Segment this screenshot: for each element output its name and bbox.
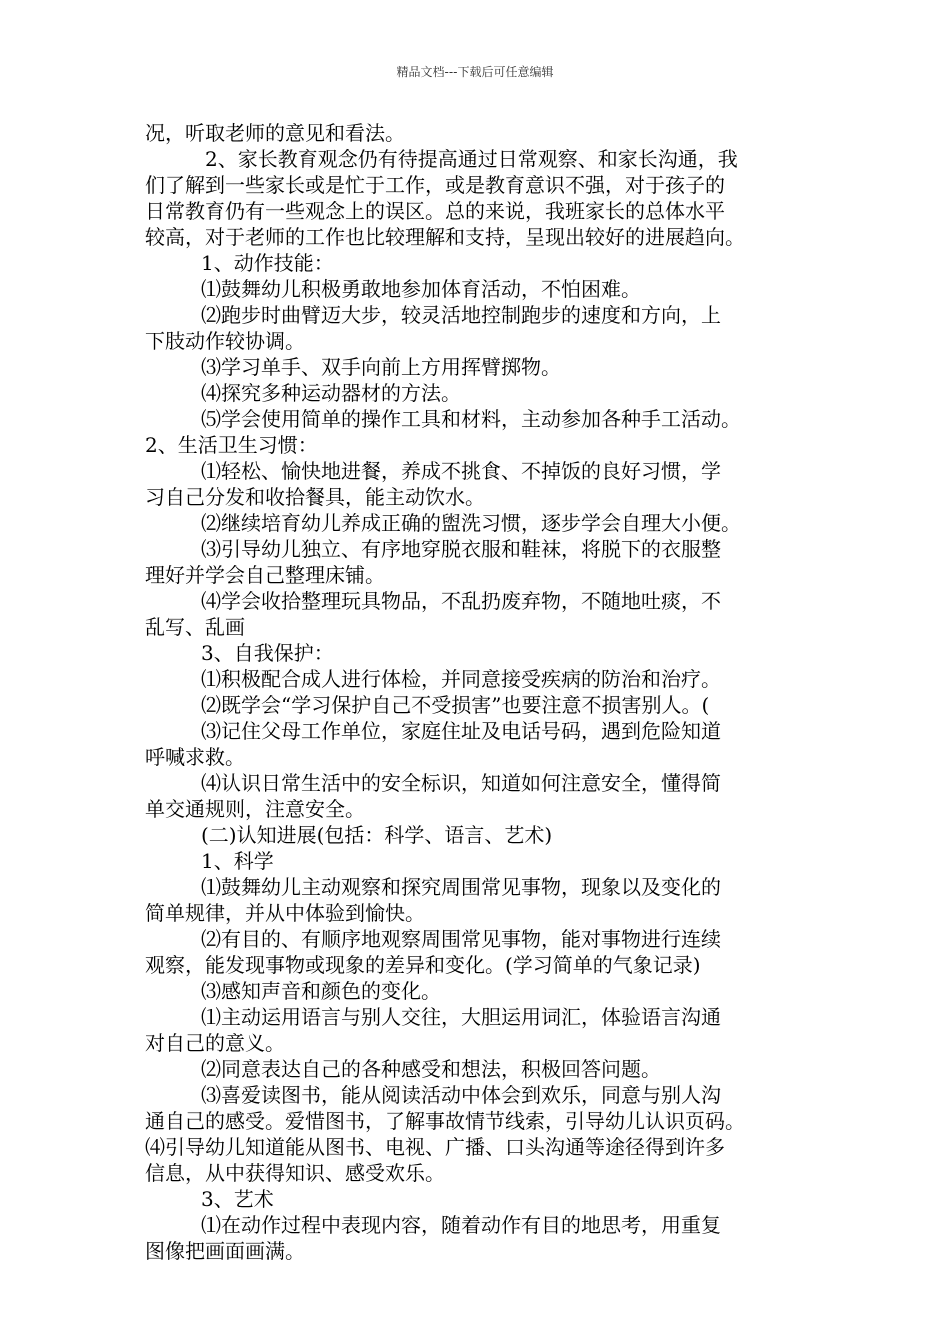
text-line: 1、动作技能：	[201, 251, 334, 275]
text-line: ⑵同意表达自己的各种感受和想法，积极回答问题。	[201, 1057, 661, 1081]
page-header: 精品文档---下载后可任意编辑	[396, 65, 554, 79]
text-line: ⑶引导幼儿独立、有序地穿脱衣服和鞋袜，将脱下的衣服整	[201, 537, 721, 561]
text-line: ⑵有目的、有顺序地观察周围常见事物，能对事物进行连续	[201, 927, 721, 951]
document-body	[145, 120, 825, 1264]
text-line: 下肢动作较协调。	[145, 329, 305, 353]
text-line: 3、自我保护：	[201, 641, 334, 665]
text-line: ⑶学习单手、双手向前上方用挥臂掷物。	[201, 355, 561, 379]
text-line: 图像把画面画满。	[145, 1239, 305, 1263]
text-line: ⑷学会收拾整理玩具物品，不乱扔废弃物，不随地吐痰，不	[201, 589, 721, 613]
text-line: ⑴积极配合成人进行体检，并同意接受疾病的防治和治疗。	[201, 667, 721, 691]
text-line: 日常教育仍有一些观念上的误区。总的来说，我班家长的总体水平	[145, 199, 725, 223]
text-line: 2、生活卫生习惯：	[145, 433, 318, 457]
text-line: ⑴鼓舞幼儿主动观察和探究周围常见事物，现象以及变化的	[201, 875, 721, 899]
text-line: ⑶喜爱读图书，能从阅读活动中体会到欢乐，同意与别人沟	[201, 1083, 721, 1107]
text-line: ⑵继续培育幼儿养成正确的盥洗习惯，逐步学会自理大小便。	[201, 511, 741, 535]
text-line: 习自己分发和收拾餐具，能主动饮水。	[145, 485, 485, 509]
text-line: 通自己的感受。爱惜图书，了解事故情节线索，引导幼儿认识页码。	[145, 1109, 745, 1133]
text-line: 2、家长教育观念仍有待提高通过日常观察、和家长沟通，我	[205, 147, 738, 171]
text-line: ⑷引导幼儿知道能从图书、电视、广播、口头沟通等途径得到许多	[145, 1135, 725, 1159]
text-line: ⑸学会使用简单的操作工具和材料，主动参加各种手工活动。	[201, 407, 741, 431]
text-line: 3、艺术	[201, 1187, 274, 1211]
text-line: 况，听取老师的意见和看法。	[145, 121, 405, 145]
text-line: 对自己的意义。	[145, 1031, 285, 1055]
text-line: 单交通规则，注意安全。	[145, 797, 365, 821]
text-line: ⑴轻松、愉快地进餐，养成不挑食、不掉饭的良好习惯，学	[201, 459, 721, 483]
text-line: 观察，能发现事物或现象的差异和变化。(学习简单的气象记录)	[145, 953, 701, 977]
text-line: ⑵既学会“学习保护自己不受损害”也要注意不损害别人。(	[201, 693, 710, 717]
text-line: 们了解到一些家长或是忙于工作，或是教育意识不强，对于孩子的	[145, 173, 725, 197]
text-line: 1、科学	[201, 849, 274, 873]
text-line: ⑴鼓舞幼儿积极勇敢地参加体育活动，不怕困难。	[201, 277, 641, 301]
text-line: 信息，从中获得知识、感受欢乐。	[145, 1161, 445, 1185]
text-line: (二)认知进展(包括：科学、语言、艺术)	[201, 823, 553, 847]
text-line: ⑴在动作过程中表现内容，随着动作有目的地思考，用重复	[201, 1213, 721, 1237]
text-line: 较高，对于老师的工作也比较理解和支持，呈现出较好的进展趋向。	[145, 225, 745, 249]
text-line: 理好并学会自己整理床铺。	[145, 563, 385, 587]
text-line: ⑷认识日常生活中的安全标识，知道如何注意安全，懂得简	[201, 771, 721, 795]
text-line: ⑵跑步时曲臂迈大步，较灵活地控制跑步的速度和方向，上	[201, 303, 721, 327]
text-line: ⑶感知声音和颜色的变化。	[201, 979, 441, 1003]
text-line: ⑷探究多种运动器材的方法。	[201, 381, 461, 405]
text-line: ⑶记住父母工作单位，家庭住址及电话号码，遇到危险知道	[201, 719, 721, 743]
text-line: 呼喊求救。	[145, 745, 245, 769]
text-line: 乱写、乱画	[145, 615, 245, 639]
text-line: ⑴主动运用语言与别人交往，大胆运用词汇，体验语言沟通	[201, 1005, 721, 1029]
text-line: 简单规律，并从中体验到愉快。	[145, 901, 425, 925]
